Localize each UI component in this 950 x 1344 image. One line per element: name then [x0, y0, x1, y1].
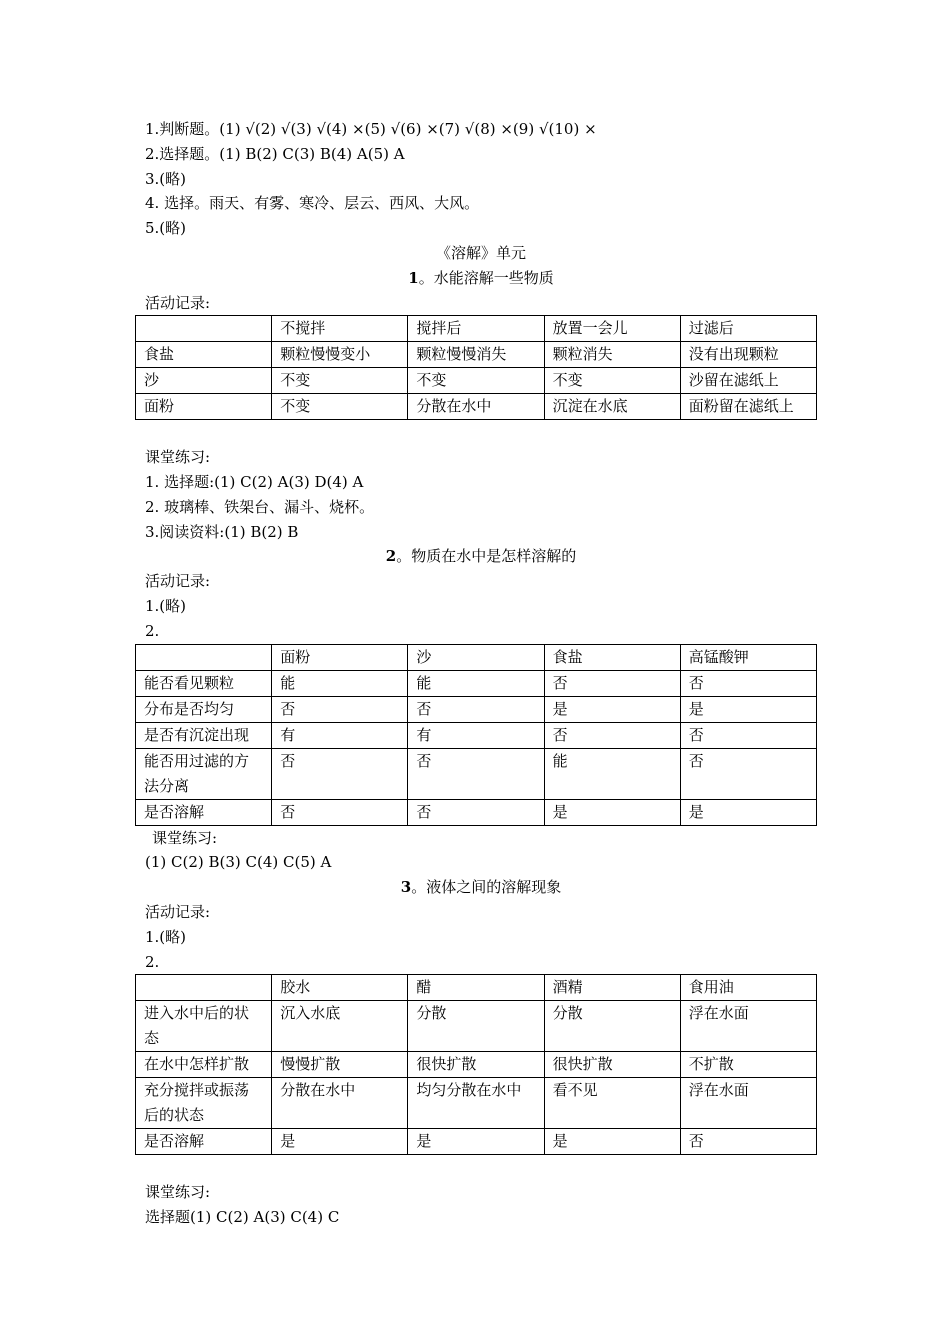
table-header-row — [136, 644, 817, 670]
table-cell: 很快扩散 — [544, 1052, 680, 1078]
table-cell: 是否溶解 — [136, 1129, 272, 1155]
section-2-activity-2: 2. — [145, 621, 160, 640]
table-cell: 分布是否均匀 — [136, 696, 272, 722]
table-cell: 面粉 — [136, 394, 272, 420]
section-3-activity-1: 1.(略) — [145, 927, 187, 946]
table-cell: 是 — [408, 1129, 544, 1155]
true-false-answers: 1.判断题。(1) √(2) √(3) √(4) ×(5) √(6) ×(7) √(8) ×(9) √(10) × — [145, 120, 597, 138]
table-cell: 慢慢扩散 — [272, 1052, 408, 1078]
table-cell: 否 — [408, 696, 544, 722]
table-cell: 是 — [544, 1129, 680, 1155]
section-3-practice-answers: 选择题(1) C(2) A(3) C(4) C — [145, 1207, 340, 1226]
table-cell: 是否有沉淀出现 — [136, 722, 272, 748]
table-header-cell: 面粉 — [272, 644, 408, 670]
section-3-heading — [145, 875, 817, 900]
section-2-number: 2 — [385, 547, 397, 566]
table-header-row — [136, 975, 817, 1001]
table-cell: 分散在水中 — [272, 1078, 408, 1129]
table-header-cell: 食盐 — [544, 644, 680, 670]
table-cell: 沙 — [136, 368, 272, 394]
table-cell: 不变 — [408, 368, 544, 394]
section-1-practice-1: 1. 选择题:(1) C(2) A(3) D(4) A — [145, 472, 364, 491]
table-cell: 否 — [272, 748, 408, 799]
table-cell: 是 — [680, 696, 816, 722]
table-cell: 是 — [544, 696, 680, 722]
table-cell: 有 — [408, 722, 544, 748]
section-2-activity-1: 1.(略) — [145, 596, 187, 615]
table-cell: 否 — [680, 722, 816, 748]
table-cell: 面粉留在滤纸上 — [680, 394, 816, 420]
table-cell: 否 — [680, 1129, 816, 1155]
table-row — [136, 799, 817, 825]
table-cell: 充分搅拌或振荡后的状态 — [136, 1078, 272, 1129]
table-header-cell: 放置一会儿 — [544, 316, 680, 342]
table-cell: 均匀分散在水中 — [408, 1078, 544, 1129]
table-cell: 是 — [680, 799, 816, 825]
section-3-activity-2: 2. — [145, 952, 160, 971]
section-3-number: 3 — [400, 878, 412, 897]
section-3-practice-label: 课堂练习: — [145, 1183, 211, 1202]
section-1-title: 。水能溶解一些物质 — [418, 268, 554, 287]
table-cell: 有 — [272, 722, 408, 748]
answer-3: 3.(略) — [145, 169, 187, 188]
table-cell: 沉淀在水底 — [544, 394, 680, 420]
table-cell: 否 — [680, 748, 816, 799]
table-header-cell: 胶水 — [272, 975, 408, 1001]
table-header-cell — [136, 316, 272, 342]
table-row — [136, 1052, 817, 1078]
table-row — [136, 696, 817, 722]
section-2-title: 。物质在水中是怎样溶解的 — [396, 547, 577, 566]
choice-answers: 2.选择题。(1) B(2) C(3) B(4) A(5) A — [145, 144, 405, 163]
section-1-practice-3: 3.阅读资料:(1) B(2) B — [145, 522, 299, 541]
table-header-cell: 高锰酸钾 — [680, 644, 816, 670]
table-cell: 能 — [408, 670, 544, 696]
spacer — [145, 420, 817, 445]
table-cell: 在水中怎样扩散 — [136, 1052, 272, 1078]
table-cell: 沉入水底 — [272, 1001, 408, 1052]
table-header-cell — [136, 644, 272, 670]
table-cell: 否 — [272, 799, 408, 825]
table-header-cell: 沙 — [408, 644, 544, 670]
table-cell: 颗粒慢慢消失 — [408, 342, 544, 368]
table-header-row — [136, 316, 817, 342]
table-row — [136, 394, 817, 420]
table-row — [136, 748, 817, 799]
table-header-cell: 醋 — [408, 975, 544, 1001]
table-row — [136, 722, 817, 748]
table-cell: 能 — [272, 670, 408, 696]
table-cell: 能 — [544, 748, 680, 799]
spacer — [145, 1155, 817, 1180]
table-cell: 能否用过滤的方法分离 — [136, 748, 272, 799]
table-cell: 不变 — [544, 368, 680, 394]
table-cell: 否 — [408, 799, 544, 825]
table-cell: 否 — [544, 670, 680, 696]
table-cell: 否 — [680, 670, 816, 696]
table-header-cell — [136, 975, 272, 1001]
table-cell: 否 — [408, 748, 544, 799]
table-cell: 很快扩散 — [408, 1052, 544, 1078]
table-header-cell: 不搅拌 — [272, 316, 408, 342]
unit-title: 《溶解》单元 — [435, 243, 526, 262]
section-1-activity-label: 活动记录: — [145, 293, 211, 312]
table-cell: 浮在水面 — [680, 1078, 816, 1129]
table-cell: 分散 — [544, 1001, 680, 1052]
table-row — [136, 1129, 817, 1155]
table-row — [136, 1078, 817, 1129]
table-cell: 进入水中后的状态 — [136, 1001, 272, 1052]
table-cell: 分散在水中 — [408, 394, 544, 420]
section-1-heading — [145, 266, 817, 291]
section-1-table — [135, 315, 817, 420]
answer-4: 4. 选择。雨天、有雾、寒冷、层云、西风、大风。 — [145, 194, 480, 213]
table-cell: 颗粒消失 — [544, 342, 680, 368]
table-cell: 沙留在滤纸上 — [680, 368, 816, 394]
table-row — [136, 1001, 817, 1052]
section-2-practice-label: 课堂练习: — [152, 828, 218, 847]
table-header-cell: 过滤后 — [680, 316, 816, 342]
section-3-activity-label: 活动记录: — [145, 902, 211, 921]
table-cell: 食盐 — [136, 342, 272, 368]
table-cell: 是否溶解 — [136, 799, 272, 825]
section-2-heading — [145, 544, 817, 569]
table-cell: 不变 — [272, 394, 408, 420]
table-cell: 分散 — [408, 1001, 544, 1052]
answer-5: 5.(略) — [145, 219, 187, 238]
section-1-practice-label: 课堂练习: — [145, 448, 211, 467]
table-row — [136, 670, 817, 696]
section-1-number: 1 — [408, 268, 419, 287]
section-2-practice-answers: (1) C(2) B(3) C(4) C(5) A — [145, 853, 332, 872]
table-row — [136, 342, 817, 368]
table-row — [136, 368, 817, 394]
table-cell: 不扩散 — [680, 1052, 816, 1078]
table-cell: 颗粒慢慢变小 — [272, 342, 408, 368]
table-cell: 否 — [272, 696, 408, 722]
section-3-table — [135, 974, 817, 1155]
section-1-practice-2: 2. 玻璃棒、铁架台、漏斗、烧杯。 — [145, 497, 375, 516]
table-cell: 是 — [272, 1129, 408, 1155]
document-page — [145, 117, 817, 1230]
section-3-title: 。液体之间的溶解现象 — [411, 878, 562, 897]
table-cell: 看不见 — [544, 1078, 680, 1129]
table-cell: 没有出现颗粒 — [680, 342, 816, 368]
section-2-table — [135, 644, 817, 826]
table-header-cell: 酒精 — [544, 975, 680, 1001]
table-cell: 否 — [544, 722, 680, 748]
section-2-activity-label: 活动记录: — [145, 572, 211, 591]
table-cell: 浮在水面 — [680, 1001, 816, 1052]
table-header-cell: 食用油 — [680, 975, 816, 1001]
table-cell: 不变 — [272, 368, 408, 394]
table-header-cell: 搅拌后 — [408, 316, 544, 342]
table-cell: 能否看见颗粒 — [136, 670, 272, 696]
table-cell: 是 — [544, 799, 680, 825]
